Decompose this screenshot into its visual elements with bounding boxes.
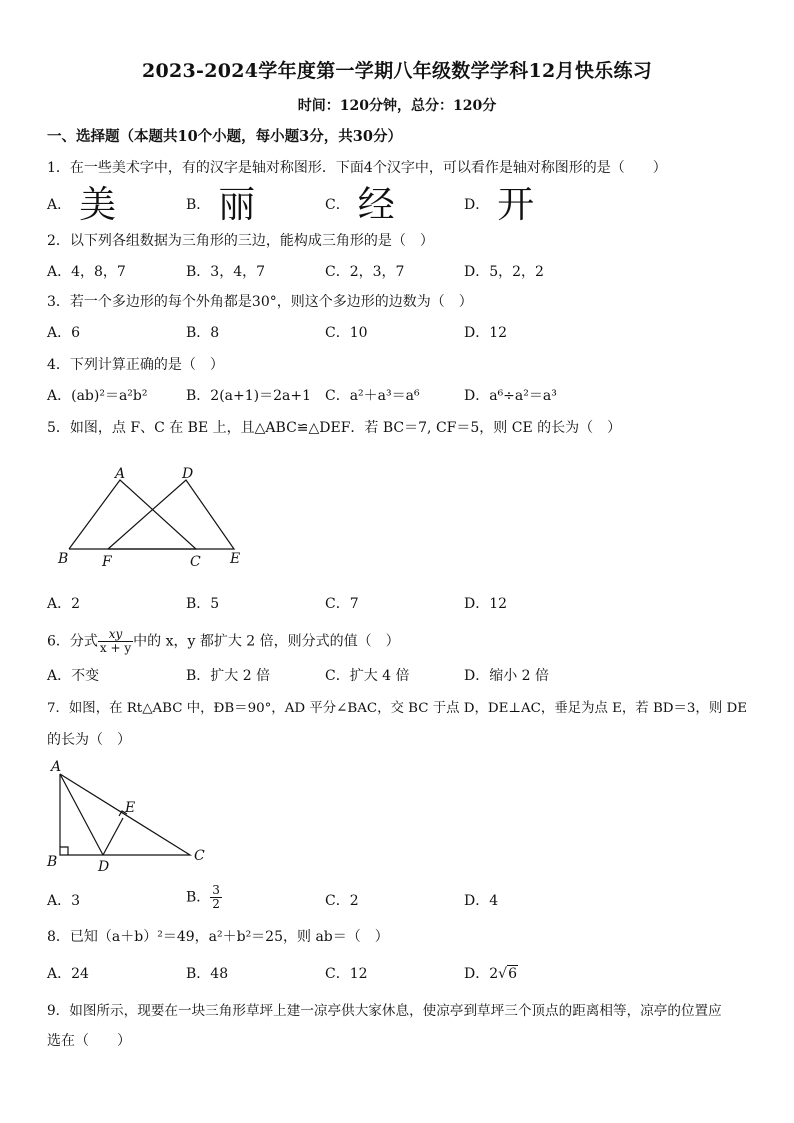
question-1-stem: 1．在一些美术字中，有的汉字是轴对称图形．下面4个汉字中，可以看作是轴对称图形的是（ ） xyxy=(47,160,667,176)
question-4-stem: 4．下列计算正确的是（ ） xyxy=(47,357,224,373)
q3-option-c: C．10 xyxy=(325,325,368,341)
q4-option-c: C．a²＋a³＝a⁶ xyxy=(325,388,420,404)
q4-option-b: B．2(a+1)＝2a+1 xyxy=(186,388,311,404)
q2-option-b: B．3，4，7 xyxy=(186,264,266,280)
q2-option-c: C．2，3，7 xyxy=(325,264,405,280)
q5-option-d: D．12 xyxy=(464,596,508,612)
q7-triangle-figure xyxy=(44,758,214,876)
question-2-stem: 2．以下列各组数据为三角形的三边，能构成三角形的是（ ） xyxy=(47,233,434,249)
label-c: C xyxy=(194,848,205,864)
q4-option-d: D．a⁶÷a²＝a³ xyxy=(464,388,557,404)
label-f: F xyxy=(102,554,112,570)
q8-option-d: D．2√6 xyxy=(464,966,517,982)
label-a: A xyxy=(115,466,126,482)
label-e: E xyxy=(125,800,136,816)
question-5-stem: 5．如图，点 F、C 在 BE 上，且△ABC≌△DEF．若 BC＝7, CF＝5，则 CE 的长为（ ） xyxy=(47,420,622,436)
question-6-stem: 6．分式 $\frac{xy}{x + y}$ 中的 x，y 都扩大 2 倍，则分式的值（ ） xyxy=(47,627,400,655)
q7-option-a: A．3 xyxy=(47,893,81,909)
q6-option-c: C．扩大 4 倍 xyxy=(325,668,410,684)
q2-option-a: A．4，8，7 xyxy=(47,264,126,280)
section-heading: 一、选择题（本题共10个小题，每小题3分，共30分） xyxy=(47,128,402,145)
question-8-stem: 8．已知（a＋b）²＝49，a²＋b²＝25，则 ab＝（ ） xyxy=(47,929,389,945)
q6-option-a: A．不变 xyxy=(47,668,100,684)
q2-option-d: D．5，2，2 xyxy=(464,264,544,280)
segment-de xyxy=(103,818,123,855)
label-a: A xyxy=(51,759,62,775)
q8-option-b: B．48 xyxy=(186,966,229,982)
right-angle-b xyxy=(60,847,68,855)
label-e: E xyxy=(230,551,241,567)
label-b: B xyxy=(58,551,69,567)
q6-option-d: D．缩小 2 倍 xyxy=(464,668,550,684)
page-title: 2023-2024学年度第一学期八年级数学学科12月快乐练习 xyxy=(141,60,653,82)
q1-char-a: 美 xyxy=(79,183,117,226)
label-d: D xyxy=(182,466,194,482)
q1-char-d: 开 xyxy=(497,183,535,226)
q3-option-d: D．12 xyxy=(464,325,508,341)
q1-option-c: C． 经 xyxy=(325,183,395,226)
triangle-abc xyxy=(69,480,196,549)
q1-char-b: 丽 xyxy=(218,183,256,226)
label-c: C xyxy=(190,554,201,570)
question-7-stem-line1: 7．如图，在 Rt△ABC 中，ÐB＝90°，AD 平分∠BAC，交 BC 于点 D，DE⊥AC，垂足为点 E，若 BD＝3，则 DE xyxy=(47,701,747,716)
q1-option-d: D． 开 xyxy=(464,183,535,226)
question-9-stem-line1: 9．如图所示，现要在一块三角形草坪上建一凉亭供大家休息，使凉亭到草坪三个顶点的距离相等，凉亭的位置应 xyxy=(47,1003,722,1019)
segment-ad xyxy=(60,774,103,855)
label-d: D xyxy=(98,859,110,875)
q5-triangle-figure xyxy=(50,460,260,575)
question-3-stem: 3．若一个多边形的每个外角都是30°，则这个多边形的边数为（ ） xyxy=(47,294,473,310)
q3-option-b: B．8 xyxy=(186,325,220,341)
q6-fraction: $\frac{xy}{x + y}$ xyxy=(99,627,132,655)
question-7-stem-line2: 的长为（ ） xyxy=(47,732,131,748)
label-b: B xyxy=(47,854,58,870)
q6-option-b: B．扩大 2 倍 xyxy=(186,668,271,684)
q4-option-a: A．(ab)²＝a²b² xyxy=(47,388,148,404)
triangle-def xyxy=(108,480,234,549)
page-subtitle: 时间：120分钟，总分：120分 xyxy=(297,98,497,114)
q8-option-a: A．24 xyxy=(47,966,89,982)
q5-option-c: C．7 xyxy=(325,596,359,612)
q1-option-a: A． 美 xyxy=(47,183,117,226)
q7-option-d: D．4 xyxy=(464,893,499,909)
q1-option-b: B． 丽 xyxy=(186,183,256,226)
q5-option-b: B．5 xyxy=(186,596,220,612)
q5-option-a: A．2 xyxy=(47,596,81,612)
q7-option-c: C．2 xyxy=(325,893,359,909)
q8-option-c: C．12 xyxy=(325,966,368,982)
q1-char-c: 经 xyxy=(357,183,395,226)
q3-option-a: A．6 xyxy=(47,325,81,341)
q7-option-b: B． $\frac{3}{2}$ xyxy=(186,883,220,911)
question-9-stem-line2: 选在（ ） xyxy=(47,1033,131,1049)
